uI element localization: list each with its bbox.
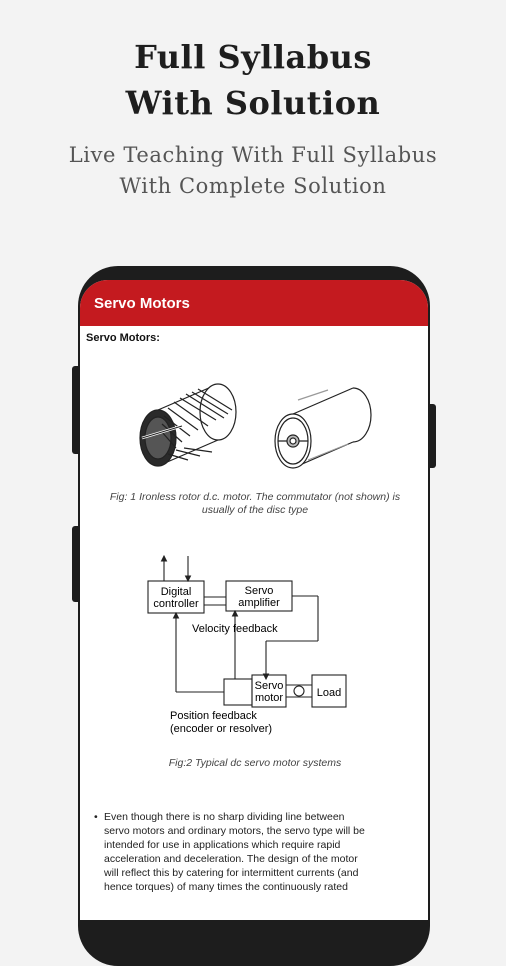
bullet-dot: • xyxy=(94,811,98,823)
block-load: Load xyxy=(316,687,342,699)
position-feedback-label-1: Position feedback xyxy=(170,710,257,722)
phone-volume-button xyxy=(72,366,78,454)
phone-side-button xyxy=(72,526,78,602)
subline-line-1: Live Teaching With Full Syllabus xyxy=(68,143,438,167)
subline-line-2: With Complete Solution xyxy=(119,174,387,198)
headline-line-1: Full Syllabus xyxy=(134,38,372,76)
bullet-line: will reflect this by catering for intermittent currents (and xyxy=(104,867,359,879)
bullet-line: intended for use in applications which require rapid xyxy=(104,839,341,851)
fig2-servo-diagram xyxy=(140,551,360,741)
headline-line-2: With Solution xyxy=(125,84,381,122)
phone-screen[interactable] xyxy=(80,280,428,920)
bullet-line: hence torques) of many times the continuously rated xyxy=(104,881,348,893)
app-bar xyxy=(80,280,428,326)
section-title: Servo Motors: xyxy=(86,332,160,344)
encoder-block xyxy=(224,679,252,705)
block-digital-controller-2: controller xyxy=(153,598,199,610)
fig1-motor-illustration xyxy=(128,370,378,480)
phone-power-button xyxy=(430,404,436,468)
bullet-line: acceleration and deceleration. The design of the motor xyxy=(104,853,358,865)
fig1-caption-line-2: usually of the disc type xyxy=(201,504,309,516)
bullet-paragraph xyxy=(94,810,420,894)
ironless-rotor-right xyxy=(275,388,371,468)
promo-subline xyxy=(0,140,506,202)
position-feedback-label-2: (encoder or resolver) xyxy=(170,723,273,735)
promo-headline xyxy=(0,34,506,126)
ironless-rotor-left xyxy=(140,384,236,466)
block-servo-motor-2: motor xyxy=(254,692,284,704)
block-servo-amplifier-1: Servo xyxy=(244,585,274,597)
bullet-line: Even though there is no sharp dividing line between xyxy=(104,811,345,823)
velocity-feedback-label: Velocity feedback xyxy=(192,623,278,635)
bullet-line: servo motors and ordinary motors, the servo type will be xyxy=(104,825,365,837)
block-digital-controller-1: Digital xyxy=(160,586,192,598)
block-servo-motor-1: Servo xyxy=(254,680,284,692)
fig2-caption: Fig:2 Typical dc servo motor systems xyxy=(168,757,342,769)
fig1-caption-line-1: Fig: 1 Ironless rotor d.c. motor. The commutator (not shown) is xyxy=(109,491,401,503)
app-bar-title: Servo Motors xyxy=(94,294,190,312)
fig1-caption xyxy=(92,491,418,517)
block-servo-amplifier-2: amplifier xyxy=(238,597,280,609)
